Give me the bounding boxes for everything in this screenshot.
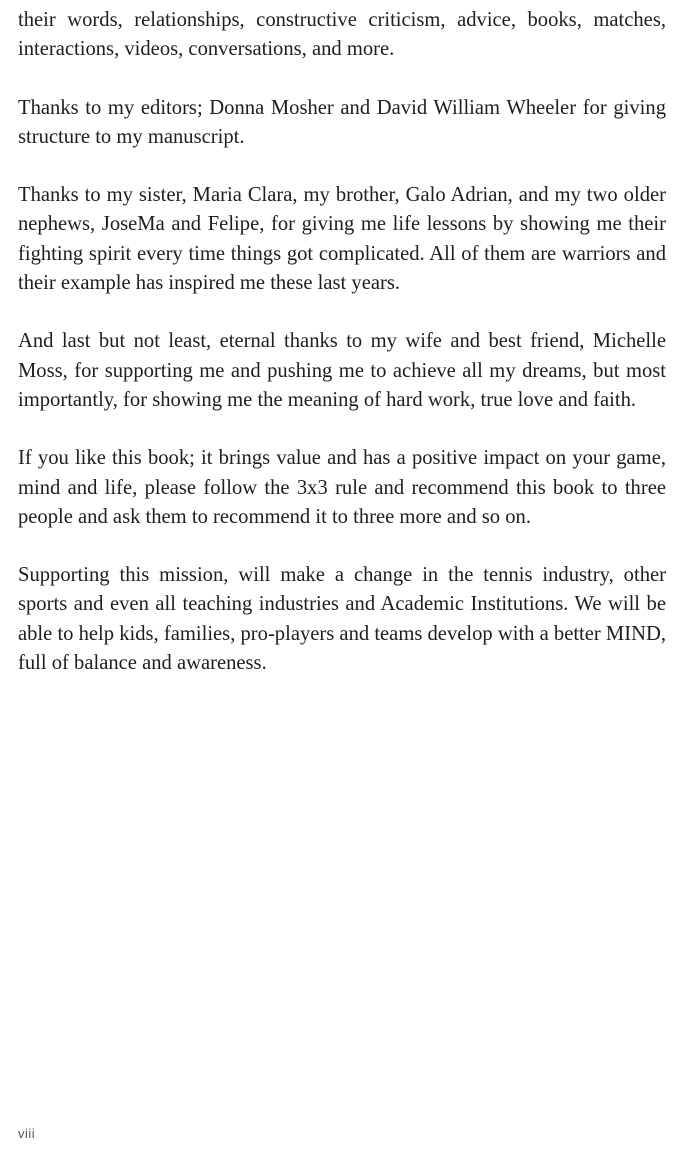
paragraph-wife-thanks: And last but not least, eternal thanks to my wife and best friend, Michelle Moss, for supporting me and pushing me to achieve all my dreams, but most importantly, for showing me the meaning of hard work, true love and faith. [18, 330, 666, 411]
page-number: viii [18, 1126, 36, 1141]
paragraph-acknowledgement-sources: their words, relationships, constructive criticism, advice, books, matches, interactions, videos, conversations, and more. [18, 9, 666, 61]
paragraph-3x3-rule: If you like this book; it brings value and has a positive impact on your game, mind and life, please follow the 3x3 rule and recommend this book to three people and ask them to recommend it to three more and so on. [18, 447, 666, 528]
paragraph-mission: Supporting this mission, will make a change in the tennis industry, other sports and even all teaching industries and Academic Institutions. We will be able to help kids, families, pro-players and teams develop with a better MIND, full of balance and awareness. [18, 564, 666, 675]
paragraph-family-thanks: Thanks to my sister, Maria Clara, my brother, Galo Adrian, and my two older nephews, JoseMa and Felipe, for giving me life lessons by showing me their fighting spirit every time things got complicated. All of them are warriors and their example has inspired me these last years. [18, 184, 666, 295]
page-body [18, 6, 666, 707]
paragraph-editors-thanks: Thanks to my editors; Donna Mosher and David William Wheeler for giving structure to my manuscript. [18, 96, 666, 148]
